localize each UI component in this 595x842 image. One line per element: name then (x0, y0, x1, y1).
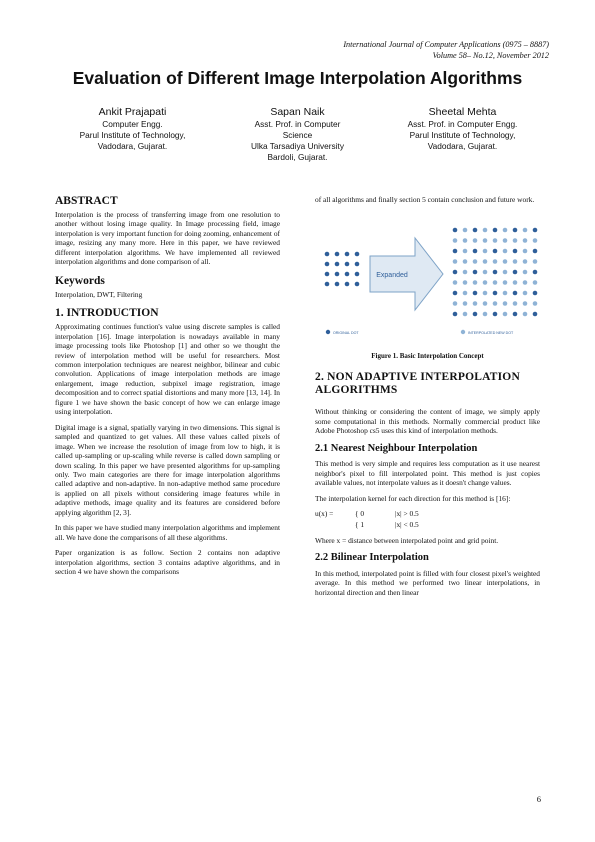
legend-interpolated-label: INTERPOLATED NEW DOT (468, 331, 514, 336)
original-dot (533, 291, 538, 296)
interpolated-dot (513, 302, 518, 307)
original-dot (355, 262, 360, 267)
interpolated-dot (523, 249, 528, 254)
interpolated-dot (463, 249, 468, 254)
interpolated-dot (493, 302, 498, 307)
original-dot (473, 312, 478, 317)
subsection-2-1-paragraph-2: The interpolation kernel for each direction for this method is [16]: (315, 493, 511, 503)
original-dot (493, 291, 498, 296)
original-dot (325, 272, 330, 277)
interpolated-dot (503, 281, 508, 286)
original-dot (453, 291, 458, 296)
equation-condition: |x| < 0.5 (395, 520, 419, 530)
introduction-heading: 1. INTRODUCTION (55, 307, 159, 320)
equation-value: { 1 (355, 520, 365, 530)
original-dot-grid (325, 252, 360, 287)
original-dot (453, 312, 458, 317)
legend-original-label: ORIGINAL DOT (333, 331, 359, 336)
right-column (315, 195, 540, 603)
interpolated-dot (533, 239, 538, 244)
subsection-2-1-paragraph-1: This method is very simple and requires less computation as it use nearest neighbor's pixel to fill interpolated point. This method is just copies available values, not interpolate values as it doesn't change values. (315, 459, 540, 488)
arrow-label: Expanded (376, 272, 408, 280)
intro-paragraph-3: In this paper we have studied many interpolation algorithms and implement all. We have done the comparisons of all these algorithms. (55, 523, 280, 542)
section-2-heading: 2. NON ADAPTIVE INTERPOLATION ALGORITHMS (315, 371, 520, 397)
interpolated-dot (523, 228, 528, 233)
interpolated-dot (493, 281, 498, 286)
original-dot (335, 272, 340, 277)
original-dot (473, 291, 478, 296)
interpolated-dot (473, 281, 478, 286)
interpolation-figure (315, 216, 540, 341)
interpolated-dot (463, 291, 468, 296)
section-2-text: Without thinking or considering the content of image, we simply apply some computational in this methods. Normally commercial product like Adobe Photoshop cs5 uses this kind of interpolation methods. (315, 407, 540, 436)
original-dot (325, 262, 330, 267)
original-dot (533, 312, 538, 317)
original-dot (533, 270, 538, 275)
legend-original-dot (326, 330, 330, 334)
interpolated-dot (463, 302, 468, 307)
interpolated-dot (483, 270, 488, 275)
interpolated-dot (483, 239, 488, 244)
interpolated-dot (513, 281, 518, 286)
original-dot (493, 270, 498, 275)
original-dot (513, 312, 518, 317)
journal-header (343, 39, 549, 61)
interpolated-dot (523, 291, 528, 296)
equation-lhs: u(x) = (315, 508, 334, 518)
original-dot (513, 249, 518, 254)
interpolated-dot (463, 239, 468, 244)
interpolated-dot (503, 239, 508, 244)
page-number: 6 (536, 794, 541, 804)
interpolated-dot (473, 239, 478, 244)
paper-title: Evaluation of Different Image Interpolation Algorithms (72, 68, 523, 88)
author-affiliation: Parul Institute of Technology, (409, 130, 516, 140)
original-dot (335, 262, 340, 267)
original-dot (355, 252, 360, 257)
original-dot (493, 312, 498, 317)
interpolated-dot (483, 260, 488, 265)
interpolated-dot (533, 281, 538, 286)
author-affiliation: Parul Institute of Technology, (79, 130, 186, 140)
original-dot (355, 272, 360, 277)
interpolated-dot (483, 291, 488, 296)
original-dot (473, 249, 478, 254)
original-dot (533, 228, 538, 233)
interpolated-dot (523, 239, 528, 244)
original-dot (345, 272, 350, 277)
interpolated-dot (483, 281, 488, 286)
original-dot (453, 228, 458, 233)
original-dot (533, 249, 538, 254)
author-affiliation: Asst. Prof. in Computer Engg. (407, 119, 518, 129)
interpolated-dot (483, 249, 488, 254)
figure-caption: Figure 1. Basic Interpolation Concept (371, 351, 484, 360)
interpolated-dot (523, 260, 528, 265)
author-affiliation: Ulka Tarsadiya University (251, 141, 344, 151)
intro-continuation: of all algorithms and finally section 5 contain conclusion and future work. (315, 195, 535, 204)
original-dot (325, 252, 330, 257)
interpolated-dot (523, 270, 528, 275)
interpolated-dot (503, 260, 508, 265)
subsection-2-1-paragraph-3: Where x = distance between interpolated point and grid point. (315, 535, 499, 545)
intro-paragraph-2: Digital image is a signal, spatially varying in two dimensions. This signal is sampled and quantized to get values. All these values called pixels of image. When we increase the resolution of image from low to high, it is called up-sampling or up-scaling while reverse is called down sampling or down scaling. In this paper we have presented algorithms for up-sampling only. Two main categories are there for image interpolation algorithms called adaptive and non-adaptive. In non-adaptive method same procedure is applied on all pixels without considering image features while in adaptive methods, image quality and its features are considered before applying algorithm [2, 3]. (55, 422, 280, 517)
original-dot (493, 249, 498, 254)
abstract-heading: ABSTRACT (55, 195, 118, 207)
interpolated-dot (463, 260, 468, 265)
subsection-2-2-paragraph-1: In this method, interpolated point is filled with four closest pixel's weighted average. In this method we performed two linear interpolations, in horizontal direction and then linear (315, 568, 540, 597)
original-dot (513, 228, 518, 233)
interpolated-dot (463, 312, 468, 317)
journal-name: International Journal of Computer Applications (0975 – 8887) (343, 40, 549, 49)
intro-paragraph-4: Paper organization is as follow. Section 2 contains non adaptive interpolation algorithms, section 3 contains adaptive algorithms, and in section 4 we have shown the comparisons (55, 548, 280, 577)
author-affiliation: Science (282, 130, 313, 140)
interpolated-dot (483, 302, 488, 307)
original-dot (473, 270, 478, 275)
interpolated-dot (533, 302, 538, 307)
abstract-text: Interpolation is the process of transferring image from one resolution to another without losing image quality. In Image processing field, image interpolation is very important function for doing zooming, enhancement of image, resizing any many more. Here in this paper, we have reviewed different interpolation algorithms. We have implemented all reviewed interpolation algorithms and done comparison of all. (55, 210, 280, 267)
interpolated-dot (503, 228, 508, 233)
keywords-text: Interpolation, DWT, Filtering (55, 289, 143, 299)
author-affiliation: Computer Engg. (102, 119, 163, 129)
author-name: Sheetal Mehta (428, 106, 497, 118)
legend-interpolated-dot (461, 330, 465, 334)
kernel-equation-row-2 (315, 520, 540, 529)
author-affiliation: Asst. Prof. in Computer (254, 119, 341, 129)
interpolated-dot (463, 270, 468, 275)
original-dot (345, 252, 350, 257)
interpolated-dot (453, 302, 458, 307)
interpolated-dot (483, 312, 488, 317)
interpolated-dot (493, 239, 498, 244)
interpolated-dot (513, 260, 518, 265)
original-dot (335, 282, 340, 287)
interpolated-dot (503, 249, 508, 254)
subsection-2-1-heading: 2.1 Nearest Neighbour Interpolation (315, 442, 478, 454)
original-dot (345, 262, 350, 267)
original-dot (473, 228, 478, 233)
subsection-2-2-heading: 2.2 Bilinear Interpolation (315, 552, 429, 564)
interpolated-dot (523, 281, 528, 286)
author-affiliation: Vadodara, Gujarat. (97, 141, 168, 151)
original-dot (335, 252, 340, 257)
equation-condition: |x| > 0.5 (395, 508, 419, 518)
author-affiliation: Bardoli, Gujarat. (267, 152, 328, 162)
original-dot (453, 249, 458, 254)
interpolated-dot (503, 270, 508, 275)
author-name: Sapan Naik (270, 106, 325, 118)
interpolated-dot (523, 302, 528, 307)
author-1 (50, 105, 215, 163)
original-dot (513, 291, 518, 296)
original-dot (325, 282, 330, 287)
interpolated-dot (503, 312, 508, 317)
interpolated-dot-grid (453, 228, 538, 317)
interpolated-dot (463, 281, 468, 286)
interpolated-dot (533, 260, 538, 265)
original-dot (493, 228, 498, 233)
interpolated-dot (483, 228, 488, 233)
original-dot (453, 270, 458, 275)
left-column (55, 195, 280, 583)
author-affiliation: Vadodara, Gujarat. (427, 141, 498, 151)
interpolated-dot (493, 260, 498, 265)
original-dot (345, 282, 350, 287)
journal-volume: Volume 58– No.12, November 2012 (432, 51, 549, 60)
interpolated-dot (513, 239, 518, 244)
author-3 (380, 105, 545, 163)
keywords-heading: Keywords (55, 274, 105, 287)
intro-paragraph-1: Approximating continues function's value using discrete samples is called interpolation [16]. Image interpolation is nowadays available in many image processing tools like Photoshop [1] and other so we thought the review of interpolation method will be useful for researchers. Most common interpolation techniques are nearest neighbor, bilinear and cubic convolution. Applications of image interpolation methods are image enlargement, image reduction, subpixel image registration, image decomposition and to correct spatial distortions and many more [13, 14]. In figure 1 we have shown the basic concept of how we can enlarge image using interpolation. (55, 322, 280, 417)
author-block (50, 105, 545, 163)
original-dot (513, 270, 518, 275)
interpolated-dot (503, 302, 508, 307)
interpolated-dot (473, 260, 478, 265)
original-dot (355, 282, 360, 287)
interpolated-dot (523, 312, 528, 317)
interpolated-dot (503, 291, 508, 296)
interpolated-dot (453, 239, 458, 244)
interpolated-dot (453, 281, 458, 286)
author-2 (215, 105, 380, 163)
interpolated-dot (463, 228, 468, 233)
author-name: Ankit Prajapati (98, 106, 167, 118)
equation-value: { 0 (355, 508, 365, 518)
interpolated-dot (453, 260, 458, 265)
kernel-equation-row-1 (315, 509, 540, 518)
interpolated-dot (473, 302, 478, 307)
